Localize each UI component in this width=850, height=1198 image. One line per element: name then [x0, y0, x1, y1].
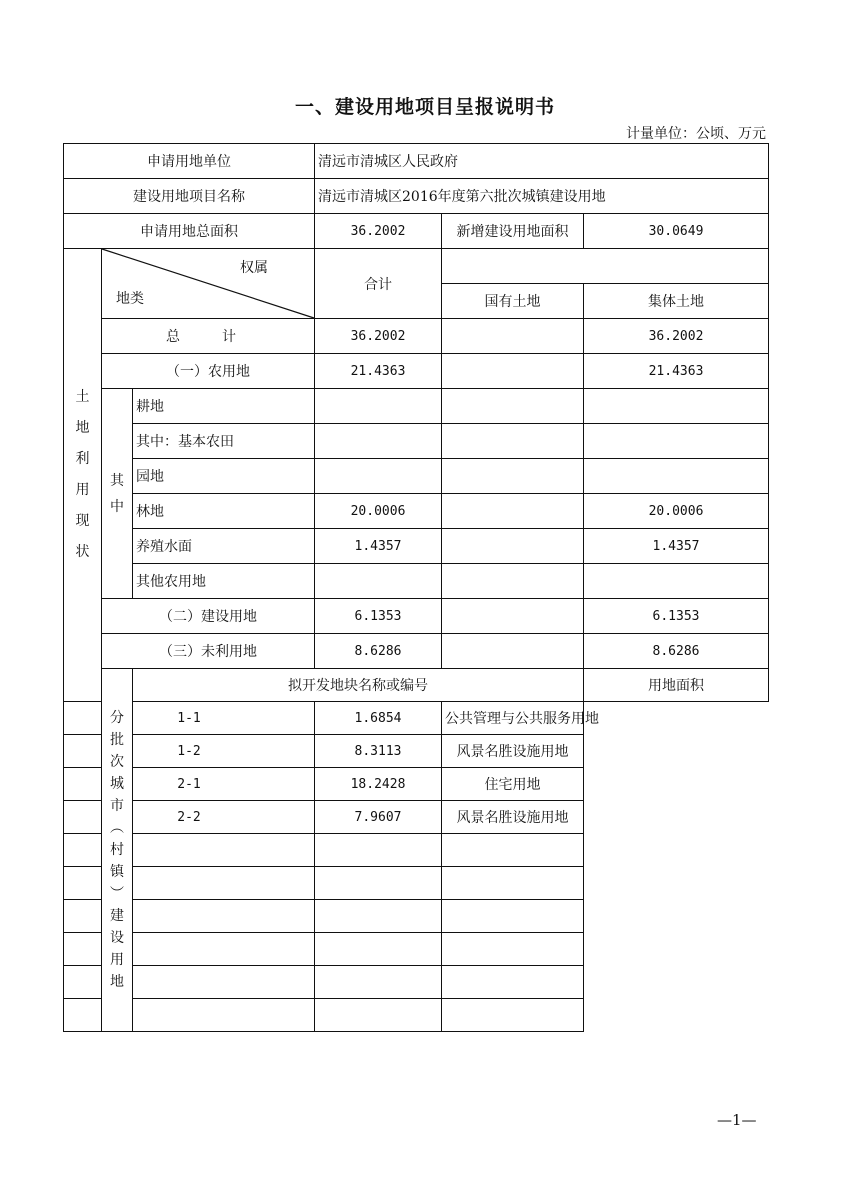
parcel-id: 1-1	[64, 702, 315, 735]
collective-land-header: 集体土地	[584, 284, 769, 319]
state-value	[442, 389, 584, 424]
land-type-header: 地类	[116, 291, 144, 307]
state-value	[442, 354, 584, 389]
total-value: 8.6286	[315, 634, 442, 669]
new-area-label: 新增建设用地面积	[442, 214, 584, 249]
batch-row	[64, 867, 769, 900]
parcel-area	[315, 900, 442, 933]
applicant-value: 清远市清城区人民政府	[315, 144, 769, 179]
land-use-row	[64, 354, 769, 389]
batch-row	[64, 933, 769, 966]
parcel-area: 18.2428	[315, 768, 442, 801]
batch-label-char: 城	[110, 776, 124, 792]
batch-label-char: ︵	[110, 820, 124, 836]
collective-value: 20.0006	[584, 494, 769, 529]
land-use-label-char: 现	[75, 513, 90, 529]
parcel-use: 公共管理与公共服务用地	[442, 702, 584, 735]
batch-label-char: 地	[110, 974, 124, 990]
parcel-use: 住宅用地	[442, 768, 584, 801]
batch-header-row	[64, 669, 769, 702]
state-value	[442, 319, 584, 354]
land-use-row	[64, 319, 769, 354]
land-use-row	[64, 634, 769, 669]
batch-label-char: 批	[110, 732, 124, 748]
collective-value	[584, 459, 769, 494]
parcel-id: 1-2	[64, 735, 315, 768]
ownership-blank-header	[442, 249, 769, 284]
parcel-use: 风景名胜设施用地	[442, 801, 584, 834]
batch-label-char: 建	[110, 908, 124, 924]
land-use-header-row-1	[64, 249, 769, 284]
parcel-use	[442, 900, 584, 933]
sub-land-type-label: 养殖水面	[133, 529, 315, 564]
sub-land-type-label: 其中：基本农田	[133, 424, 315, 459]
total-value: 36.2002	[315, 319, 442, 354]
state-land-header: 国有土地	[442, 284, 584, 319]
project-name-row	[64, 179, 769, 214]
total-value: 21.4363	[315, 354, 442, 389]
qizhong-char: 其	[110, 472, 124, 489]
collective-value: 21.4363	[584, 354, 769, 389]
parcel-use	[442, 933, 584, 966]
state-value	[442, 459, 584, 494]
batch-row	[64, 801, 769, 834]
document-title: 一、建设用地项目呈报说明书	[294, 96, 555, 118]
sub-land-type-label: 耕地	[133, 389, 315, 424]
parcel-area	[315, 999, 442, 1032]
project-name-value: 清远市清城区2016年度第六批次城镇建设用地	[315, 179, 769, 214]
qizhong-char: 中	[110, 498, 124, 515]
state-value	[442, 424, 584, 459]
batch-label-char: 用	[110, 952, 124, 968]
total-area-value: 36.2002	[315, 214, 442, 249]
total-value	[315, 424, 442, 459]
land-use-sub-row	[64, 389, 769, 424]
total-value	[315, 564, 442, 599]
batch-row	[64, 834, 769, 867]
ownership-header: 权属	[240, 260, 269, 276]
batch-row	[64, 900, 769, 933]
area-column-header: 用地面积	[584, 669, 769, 702]
total-value: 6.1353	[315, 599, 442, 634]
parcel-id	[64, 867, 315, 900]
total-value	[315, 389, 442, 424]
parcel-use: 风景名胜设施用地	[442, 735, 584, 768]
collective-value: 6.1353	[584, 599, 769, 634]
land-use-sub-row	[64, 494, 769, 529]
batch-row	[64, 966, 769, 999]
collective-value: 1.4357	[584, 529, 769, 564]
parcel-id	[64, 933, 315, 966]
collective-value	[584, 424, 769, 459]
parcel-area	[315, 867, 442, 900]
batch-row	[64, 768, 769, 801]
land-type-label: 总 计	[102, 319, 315, 354]
sub-land-type-label: 园地	[133, 459, 315, 494]
project-name-label: 建设用地项目名称	[64, 179, 315, 214]
land-type-label: （三）未利用地	[102, 634, 315, 669]
land-type-label: （二）建设用地	[102, 599, 315, 634]
land-use-label-char: 土	[75, 389, 90, 405]
land-use-row	[64, 599, 769, 634]
parcel-area: 8.3113	[315, 735, 442, 768]
applicant-label: 申请用地单位	[64, 144, 315, 179]
parcel-id: 2-2	[64, 801, 315, 834]
total-area-label: 申请用地总面积	[64, 214, 315, 249]
collective-value	[584, 564, 769, 599]
land-use-sub-row	[64, 564, 769, 599]
batch-label-char: 设	[110, 930, 124, 946]
parcel-use	[442, 867, 584, 900]
parcel-area: 1.6854	[315, 702, 442, 735]
total-value	[315, 459, 442, 494]
parcel-use	[442, 966, 584, 999]
parcel-use	[442, 834, 584, 867]
state-value	[442, 494, 584, 529]
parcel-id	[64, 834, 315, 867]
parcel-id: 2-1	[64, 768, 315, 801]
land-application-table	[63, 143, 769, 1032]
parcel-area	[315, 966, 442, 999]
land-use-label-char: 地	[75, 420, 90, 436]
batch-row	[64, 999, 769, 1032]
total-value: 20.0006	[315, 494, 442, 529]
parcel-area	[315, 834, 442, 867]
land-use-label-char: 状	[75, 544, 90, 560]
land-type-label: （一）农用地	[102, 354, 315, 389]
parcel-area	[315, 933, 442, 966]
batch-label-char: 分	[110, 710, 124, 726]
parcel-id	[64, 966, 315, 999]
collective-value: 36.2002	[584, 319, 769, 354]
land-use-sub-row	[64, 529, 769, 564]
state-value	[442, 634, 584, 669]
collective-value	[584, 389, 769, 424]
sub-land-type-label: 其他农用地	[133, 564, 315, 599]
parcel-column-header: 拟开发地块名称或编号	[133, 669, 584, 702]
batch-label-char: 次	[110, 754, 124, 770]
diagonal-header-cell	[102, 249, 315, 319]
batch-row	[64, 735, 769, 768]
land-use-label-char: 利	[75, 451, 90, 467]
batch-label-char: 村	[110, 842, 124, 858]
state-value	[442, 529, 584, 564]
area-row	[64, 214, 769, 249]
sub-land-type-label: 林地	[133, 494, 315, 529]
applicant-row	[64, 144, 769, 179]
batch-label-char: 市	[110, 798, 124, 814]
new-area-value: 30.0649	[584, 214, 769, 249]
state-value	[442, 599, 584, 634]
unit-note: 计量单位：公顷、万元	[626, 126, 766, 142]
qizhong-label	[102, 389, 133, 599]
parcel-use	[442, 999, 584, 1032]
state-value	[442, 564, 584, 599]
land-use-sub-row	[64, 459, 769, 494]
batch-label-char: ︶	[110, 886, 124, 902]
total-column-header: 合计	[315, 249, 442, 319]
batch-row	[64, 702, 769, 735]
collective-value: 8.6286	[584, 634, 769, 669]
parcel-id	[64, 900, 315, 933]
batch-label-char: 镇	[110, 864, 124, 880]
land-use-label-char: 用	[75, 482, 90, 498]
parcel-area: 7.9607	[315, 801, 442, 834]
page-number: —1—	[717, 1111, 757, 1129]
parcel-id	[64, 999, 315, 1032]
land-use-section-label	[64, 249, 102, 702]
land-use-sub-row	[64, 424, 769, 459]
total-value: 1.4357	[315, 529, 442, 564]
